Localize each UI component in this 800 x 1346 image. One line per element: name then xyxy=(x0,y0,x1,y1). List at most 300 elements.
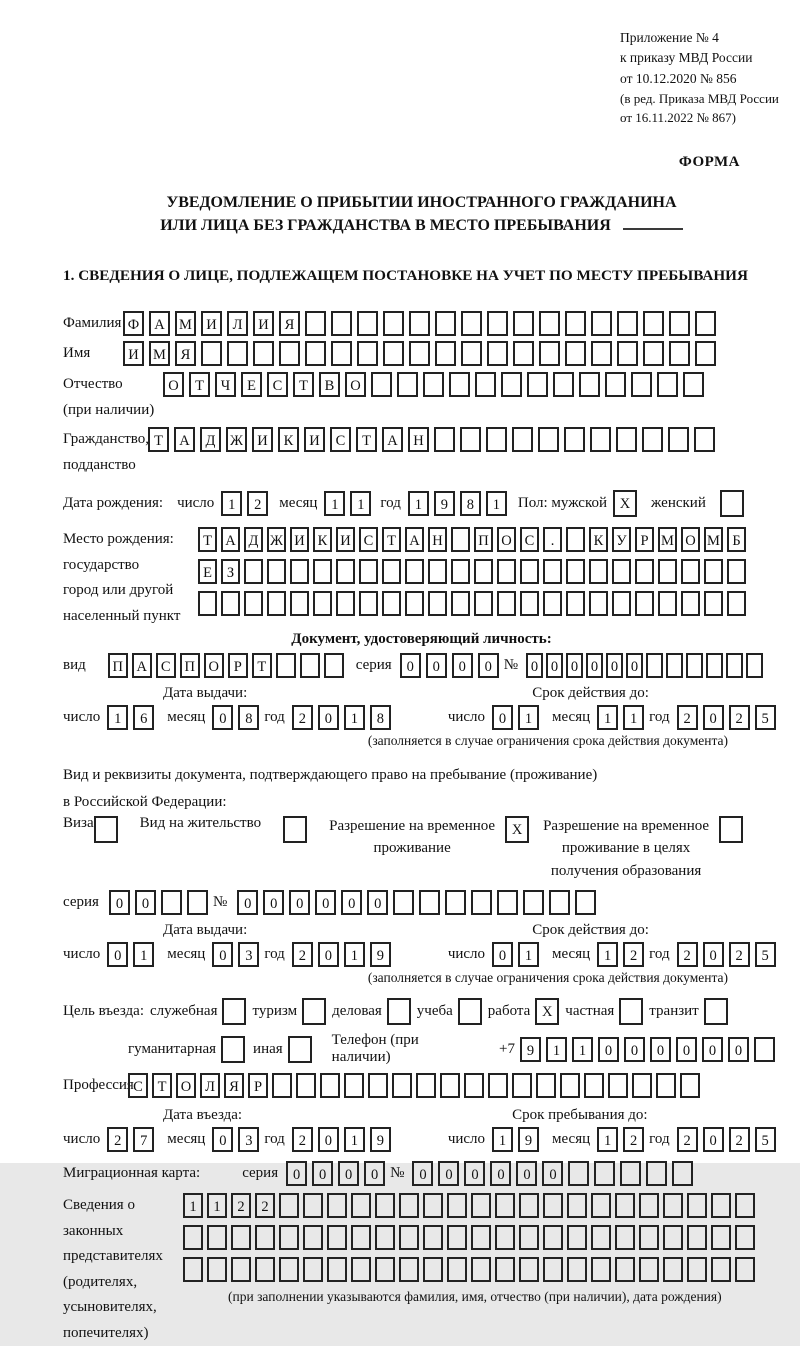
form-cell[interactable] xyxy=(591,341,612,366)
form-cell[interactable] xyxy=(727,559,746,584)
form-cell[interactable]: С xyxy=(520,527,539,552)
form-cell[interactable]: С xyxy=(156,653,176,678)
form-cell[interactable] xyxy=(255,1225,275,1250)
purpose-business-checkbox[interactable] xyxy=(222,998,246,1025)
form-cell[interactable] xyxy=(520,591,539,616)
form-cell[interactable] xyxy=(527,372,548,397)
form-cell[interactable]: 0 xyxy=(542,1161,563,1186)
form-cell[interactable] xyxy=(711,1257,731,1282)
form-cell[interactable]: 1 xyxy=(133,942,154,967)
name-cells[interactable] xyxy=(123,341,721,366)
form-cell[interactable]: 1 xyxy=(207,1193,227,1218)
form-cell[interactable]: С xyxy=(267,372,288,397)
form-cell[interactable]: 0 xyxy=(400,653,421,678)
form-cell[interactable] xyxy=(543,1193,563,1218)
form-cell[interactable]: С xyxy=(359,527,378,552)
form-cell[interactable] xyxy=(635,559,654,584)
form-cell[interactable] xyxy=(397,372,418,397)
residence-series-cells[interactable] xyxy=(109,890,213,915)
form-cell[interactable]: 0 xyxy=(526,653,543,678)
form-cell[interactable]: 9 xyxy=(518,1127,539,1152)
form-cell[interactable]: 1 xyxy=(597,1127,618,1152)
migration-series-cells[interactable] xyxy=(286,1161,390,1186)
form-cell[interactable]: М xyxy=(658,527,677,552)
form-cell[interactable] xyxy=(584,1073,604,1098)
form-cell[interactable] xyxy=(543,1225,563,1250)
birth-month-cells[interactable] xyxy=(324,491,376,516)
residence-number-cells[interactable] xyxy=(237,890,601,915)
entry-month-cells[interactable] xyxy=(212,1127,264,1152)
form-cell[interactable]: 1 xyxy=(623,705,644,730)
form-cell[interactable]: М xyxy=(149,341,170,366)
form-cell[interactable]: Т xyxy=(293,372,314,397)
form-cell[interactable] xyxy=(615,1225,635,1250)
form-cell[interactable]: И xyxy=(290,527,309,552)
form-cell[interactable]: А xyxy=(405,527,424,552)
doc-issue-year-cells[interactable] xyxy=(292,705,396,730)
form-cell[interactable]: 0 xyxy=(702,1037,723,1062)
form-cell[interactable]: 0 xyxy=(438,1161,459,1186)
temp-residence-checkbox[interactable] xyxy=(505,816,529,843)
form-cell[interactable]: 5 xyxy=(755,1127,776,1152)
form-cell[interactable] xyxy=(683,372,704,397)
form-cell[interactable]: 1 xyxy=(107,705,128,730)
form-cell[interactable]: Р xyxy=(228,653,248,678)
form-cell[interactable] xyxy=(658,559,677,584)
form-cell[interactable] xyxy=(704,559,723,584)
form-cell[interactable] xyxy=(519,1225,539,1250)
form-cell[interactable] xyxy=(445,890,466,915)
form-cell[interactable]: З xyxy=(221,559,240,584)
form-cell[interactable]: X xyxy=(535,998,559,1025)
form-cell[interactable] xyxy=(279,1193,299,1218)
form-cell[interactable]: 2 xyxy=(255,1193,275,1218)
form-cell[interactable]: Т xyxy=(198,527,217,552)
form-cell[interactable] xyxy=(615,1193,635,1218)
doc-expiry-month-cells[interactable] xyxy=(597,705,649,730)
form-cell[interactable]: Т xyxy=(252,653,272,678)
form-cell[interactable]: О xyxy=(497,527,516,552)
form-cell[interactable] xyxy=(474,591,493,616)
surname-cells[interactable] xyxy=(123,311,721,336)
birthplace-row2-cells[interactable] xyxy=(198,559,750,584)
form-cell[interactable] xyxy=(686,653,703,678)
form-cell[interactable] xyxy=(694,427,715,452)
form-cell[interactable] xyxy=(687,1225,707,1250)
purpose-humanitarian-checkbox[interactable] xyxy=(221,1036,245,1063)
form-cell[interactable]: 0 xyxy=(107,942,128,967)
form-cell[interactable] xyxy=(564,427,585,452)
form-cell[interactable] xyxy=(357,311,378,336)
form-cell[interactable] xyxy=(513,341,534,366)
form-cell[interactable]: Р xyxy=(248,1073,268,1098)
form-cell[interactable] xyxy=(382,559,401,584)
form-cell[interactable]: 0 xyxy=(237,890,258,915)
form-cell[interactable]: 0 xyxy=(703,705,724,730)
form-cell[interactable] xyxy=(428,559,447,584)
form-cell[interactable]: 2 xyxy=(623,942,644,967)
form-cell[interactable]: 3 xyxy=(238,1127,259,1152)
form-cell[interactable] xyxy=(519,1193,539,1218)
form-cell[interactable] xyxy=(387,998,411,1025)
form-cell[interactable] xyxy=(451,591,470,616)
form-cell[interactable] xyxy=(383,341,404,366)
form-cell[interactable]: 0 xyxy=(650,1037,671,1062)
form-cell[interactable]: 0 xyxy=(728,1037,749,1062)
form-cell[interactable] xyxy=(305,311,326,336)
form-cell[interactable]: 0 xyxy=(598,1037,619,1062)
form-cell[interactable] xyxy=(549,890,570,915)
form-cell[interactable] xyxy=(566,591,585,616)
form-cell[interactable] xyxy=(267,559,286,584)
form-cell[interactable]: Т xyxy=(152,1073,172,1098)
stay-year-cells[interactable] xyxy=(677,1127,781,1152)
form-cell[interactable] xyxy=(227,341,248,366)
form-cell[interactable]: Т xyxy=(148,427,169,452)
form-cell[interactable] xyxy=(543,559,562,584)
form-cell[interactable] xyxy=(539,341,560,366)
form-cell[interactable]: 0 xyxy=(426,653,447,678)
form-cell[interactable]: Е xyxy=(198,559,217,584)
entry-year-cells[interactable] xyxy=(292,1127,396,1152)
form-cell[interactable]: 6 xyxy=(133,705,154,730)
form-cell[interactable] xyxy=(680,1073,700,1098)
form-cell[interactable] xyxy=(393,890,414,915)
form-cell[interactable]: 9 xyxy=(370,942,391,967)
form-cell[interactable] xyxy=(632,1073,652,1098)
form-cell[interactable] xyxy=(423,372,444,397)
form-cell[interactable] xyxy=(324,653,344,678)
form-cell[interactable]: А xyxy=(221,527,240,552)
form-cell[interactable]: У xyxy=(612,527,631,552)
representatives-row3-cells[interactable] xyxy=(183,1257,759,1282)
form-cell[interactable]: 2 xyxy=(107,1127,128,1152)
form-cell[interactable] xyxy=(639,1257,659,1282)
birthplace-row1-cells[interactable] xyxy=(198,527,750,552)
doc-expiry-day-cells[interactable] xyxy=(492,705,544,730)
form-cell[interactable] xyxy=(409,311,430,336)
form-cell[interactable]: 0 xyxy=(464,1161,485,1186)
form-cell[interactable] xyxy=(371,372,392,397)
form-cell[interactable]: 0 xyxy=(586,653,603,678)
form-cell[interactable] xyxy=(512,1073,532,1098)
phone-cells[interactable] xyxy=(520,1037,780,1062)
form-cell[interactable] xyxy=(646,653,663,678)
form-cell[interactable]: 2 xyxy=(292,1127,313,1152)
form-cell[interactable] xyxy=(643,341,664,366)
form-cell[interactable] xyxy=(735,1193,755,1218)
form-cell[interactable]: А xyxy=(174,427,195,452)
form-cell[interactable] xyxy=(399,1193,419,1218)
form-cell[interactable] xyxy=(440,1073,460,1098)
form-cell[interactable]: 2 xyxy=(677,705,698,730)
form-cell[interactable]: 2 xyxy=(729,942,750,967)
form-cell[interactable]: Н xyxy=(408,427,429,452)
form-cell[interactable] xyxy=(461,311,482,336)
form-cell[interactable]: 1 xyxy=(572,1037,593,1062)
form-cell[interactable] xyxy=(313,591,332,616)
form-cell[interactable] xyxy=(543,1257,563,1282)
form-cell[interactable] xyxy=(327,1193,347,1218)
form-cell[interactable] xyxy=(726,653,743,678)
form-cell[interactable] xyxy=(672,1161,693,1186)
form-cell[interactable]: 5 xyxy=(755,705,776,730)
form-cell[interactable] xyxy=(695,311,716,336)
form-cell[interactable]: П xyxy=(180,653,200,678)
form-cell[interactable]: Л xyxy=(227,311,248,336)
form-cell[interactable] xyxy=(201,341,222,366)
form-cell[interactable] xyxy=(663,1257,683,1282)
form-cell[interactable] xyxy=(567,1225,587,1250)
form-cell[interactable] xyxy=(283,816,307,843)
form-cell[interactable] xyxy=(646,1161,667,1186)
form-cell[interactable]: 0 xyxy=(546,653,563,678)
form-cell[interactable]: Я xyxy=(175,341,196,366)
purpose-study-checkbox[interactable] xyxy=(458,998,482,1025)
form-cell[interactable] xyxy=(487,311,508,336)
form-cell[interactable]: 0 xyxy=(135,890,156,915)
form-cell[interactable] xyxy=(687,1257,707,1282)
form-cell[interactable]: 0 xyxy=(478,653,499,678)
form-cell[interactable]: Т xyxy=(356,427,377,452)
form-cell[interactable] xyxy=(575,890,596,915)
form-cell[interactable]: О xyxy=(176,1073,196,1098)
form-cell[interactable]: Е xyxy=(241,372,262,397)
form-cell[interactable] xyxy=(687,1193,707,1218)
form-cell[interactable]: К xyxy=(589,527,608,552)
form-cell[interactable] xyxy=(351,1193,371,1218)
form-cell[interactable]: О xyxy=(681,527,700,552)
form-cell[interactable] xyxy=(435,341,456,366)
form-cell[interactable] xyxy=(359,591,378,616)
birth-year-cells[interactable] xyxy=(408,491,512,516)
form-cell[interactable] xyxy=(290,591,309,616)
form-cell[interactable]: 2 xyxy=(292,942,313,967)
form-cell[interactable] xyxy=(474,559,493,584)
form-cell[interactable]: И xyxy=(304,427,325,452)
form-cell[interactable] xyxy=(512,427,533,452)
form-cell[interactable]: 1 xyxy=(597,705,618,730)
form-cell[interactable] xyxy=(754,1037,775,1062)
form-cell[interactable] xyxy=(375,1225,395,1250)
form-cell[interactable] xyxy=(449,372,470,397)
form-cell[interactable] xyxy=(631,372,652,397)
form-cell[interactable] xyxy=(434,427,455,452)
form-cell[interactable]: 1 xyxy=(344,1127,365,1152)
form-cell[interactable] xyxy=(253,341,274,366)
sex-female-checkbox[interactable] xyxy=(720,490,744,517)
form-cell[interactable]: 2 xyxy=(292,705,313,730)
form-cell[interactable] xyxy=(536,1073,556,1098)
form-cell[interactable] xyxy=(461,341,482,366)
purpose-commercial-checkbox[interactable] xyxy=(387,998,411,1025)
form-cell[interactable]: 0 xyxy=(676,1037,697,1062)
form-cell[interactable] xyxy=(639,1193,659,1218)
form-cell[interactable] xyxy=(567,1257,587,1282)
form-cell[interactable] xyxy=(706,653,723,678)
form-cell[interactable] xyxy=(735,1225,755,1250)
doc-issue-day-cells[interactable] xyxy=(107,705,159,730)
form-cell[interactable]: 1 xyxy=(183,1193,203,1218)
form-cell[interactable]: 2 xyxy=(677,942,698,967)
form-cell[interactable]: Л xyxy=(200,1073,220,1098)
form-cell[interactable] xyxy=(520,559,539,584)
purpose-transit-checkbox[interactable] xyxy=(704,998,728,1025)
form-cell[interactable]: 0 xyxy=(212,705,233,730)
form-cell[interactable] xyxy=(579,372,600,397)
form-cell[interactable]: 2 xyxy=(677,1127,698,1152)
form-cell[interactable] xyxy=(428,591,447,616)
form-cell[interactable]: А xyxy=(382,427,403,452)
form-cell[interactable]: X xyxy=(505,816,529,843)
form-cell[interactable]: 0 xyxy=(286,1161,307,1186)
form-cell[interactable] xyxy=(327,1257,347,1282)
form-cell[interactable] xyxy=(399,1225,419,1250)
form-cell[interactable]: П xyxy=(474,527,493,552)
form-cell[interactable] xyxy=(487,341,508,366)
form-cell[interactable]: 2 xyxy=(729,1127,750,1152)
form-cell[interactable] xyxy=(451,527,470,552)
form-cell[interactable] xyxy=(495,1225,515,1250)
form-cell[interactable] xyxy=(300,653,320,678)
birth-day-cells[interactable] xyxy=(221,491,273,516)
form-cell[interactable]: И xyxy=(201,311,222,336)
form-cell[interactable]: 1 xyxy=(492,1127,513,1152)
form-cell[interactable] xyxy=(591,1257,611,1282)
form-cell[interactable]: 0 xyxy=(263,890,284,915)
form-cell[interactable] xyxy=(594,1161,615,1186)
form-cell[interactable] xyxy=(303,1193,323,1218)
form-cell[interactable]: . xyxy=(543,527,562,552)
form-cell[interactable] xyxy=(231,1225,251,1250)
form-cell[interactable] xyxy=(416,1073,436,1098)
form-cell[interactable]: 1 xyxy=(221,491,242,516)
form-cell[interactable]: 1 xyxy=(350,491,371,516)
representatives-row1-cells[interactable] xyxy=(183,1193,759,1218)
purpose-other-checkbox[interactable] xyxy=(288,1036,312,1063)
birthplace-row3-cells[interactable] xyxy=(198,591,750,616)
migration-number-cells[interactable] xyxy=(412,1161,698,1186)
form-cell[interactable]: Б xyxy=(727,527,746,552)
form-cell[interactable] xyxy=(221,1036,245,1063)
form-cell[interactable] xyxy=(447,1257,467,1282)
form-cell[interactable] xyxy=(543,591,562,616)
form-cell[interactable] xyxy=(279,341,300,366)
form-cell[interactable]: А xyxy=(132,653,152,678)
form-cell[interactable] xyxy=(303,1257,323,1282)
form-cell[interactable] xyxy=(336,559,355,584)
form-cell[interactable]: И xyxy=(253,311,274,336)
residence-issue-month-cells[interactable] xyxy=(212,942,264,967)
form-cell[interactable] xyxy=(615,1257,635,1282)
form-cell[interactable]: Т xyxy=(189,372,210,397)
form-cell[interactable] xyxy=(605,372,626,397)
form-cell[interactable]: 5 xyxy=(755,942,776,967)
form-cell[interactable] xyxy=(735,1257,755,1282)
form-cell[interactable] xyxy=(663,1193,683,1218)
form-cell[interactable] xyxy=(538,427,559,452)
form-cell[interactable] xyxy=(187,890,208,915)
form-cell[interactable] xyxy=(290,559,309,584)
form-cell[interactable]: 0 xyxy=(212,942,233,967)
form-cell[interactable]: 0 xyxy=(492,705,513,730)
form-cell[interactable]: 0 xyxy=(703,942,724,967)
form-cell[interactable]: К xyxy=(278,427,299,452)
form-cell[interactable] xyxy=(288,1036,312,1063)
purpose-work-checkbox[interactable] xyxy=(535,998,559,1025)
residence-expiry-month-cells[interactable] xyxy=(597,942,649,967)
form-cell[interactable] xyxy=(746,653,763,678)
residence-permit-checkbox[interactable] xyxy=(283,816,307,843)
form-cell[interactable]: 3 xyxy=(238,942,259,967)
form-cell[interactable] xyxy=(589,559,608,584)
form-cell[interactable]: 9 xyxy=(434,491,455,516)
form-cell[interactable] xyxy=(488,1073,508,1098)
form-cell[interactable] xyxy=(566,559,585,584)
form-cell[interactable] xyxy=(560,1073,580,1098)
form-cell[interactable]: А xyxy=(149,311,170,336)
form-cell[interactable] xyxy=(642,427,663,452)
stay-day-cells[interactable] xyxy=(492,1127,544,1152)
form-cell[interactable] xyxy=(357,341,378,366)
form-cell[interactable] xyxy=(351,1225,371,1250)
form-cell[interactable] xyxy=(608,1073,628,1098)
form-cell[interactable]: Н xyxy=(428,527,447,552)
form-cell[interactable]: О xyxy=(345,372,366,397)
form-cell[interactable] xyxy=(368,1073,388,1098)
form-cell[interactable]: Ч xyxy=(215,372,236,397)
form-cell[interactable] xyxy=(464,1073,484,1098)
form-cell[interactable]: 1 xyxy=(324,491,345,516)
form-cell[interactable] xyxy=(344,1073,364,1098)
form-cell[interactable] xyxy=(568,1161,589,1186)
form-cell[interactable]: 1 xyxy=(518,942,539,967)
form-cell[interactable] xyxy=(727,591,746,616)
form-cell[interactable] xyxy=(435,311,456,336)
form-cell[interactable]: 0 xyxy=(703,1127,724,1152)
form-cell[interactable]: 0 xyxy=(367,890,388,915)
form-cell[interactable] xyxy=(375,1193,395,1218)
profession-cells[interactable] xyxy=(128,1073,704,1098)
form-cell[interactable]: П xyxy=(108,653,128,678)
form-cell[interactable]: 2 xyxy=(623,1127,644,1152)
form-cell[interactable] xyxy=(565,341,586,366)
form-cell[interactable] xyxy=(183,1257,203,1282)
form-cell[interactable] xyxy=(486,427,507,452)
purpose-tourism-checkbox[interactable] xyxy=(302,998,326,1025)
form-cell[interactable] xyxy=(668,427,689,452)
residence-expiry-year-cells[interactable] xyxy=(677,942,781,967)
form-cell[interactable] xyxy=(327,1225,347,1250)
form-cell[interactable]: Т xyxy=(382,527,401,552)
form-cell[interactable] xyxy=(666,653,683,678)
form-cell[interactable] xyxy=(681,591,700,616)
form-cell[interactable]: 0 xyxy=(412,1161,433,1186)
form-cell[interactable] xyxy=(591,311,612,336)
form-cell[interactable] xyxy=(639,1225,659,1250)
form-cell[interactable]: Я xyxy=(224,1073,244,1098)
form-cell[interactable] xyxy=(669,311,690,336)
form-cell[interactable] xyxy=(589,591,608,616)
form-cell[interactable] xyxy=(198,591,217,616)
form-cell[interactable] xyxy=(221,591,240,616)
form-cell[interactable] xyxy=(276,653,296,678)
form-cell[interactable]: 8 xyxy=(370,705,391,730)
form-cell[interactable] xyxy=(567,1193,587,1218)
form-cell[interactable]: 8 xyxy=(460,491,481,516)
form-cell[interactable] xyxy=(447,1193,467,1218)
form-cell[interactable]: 0 xyxy=(606,653,623,678)
